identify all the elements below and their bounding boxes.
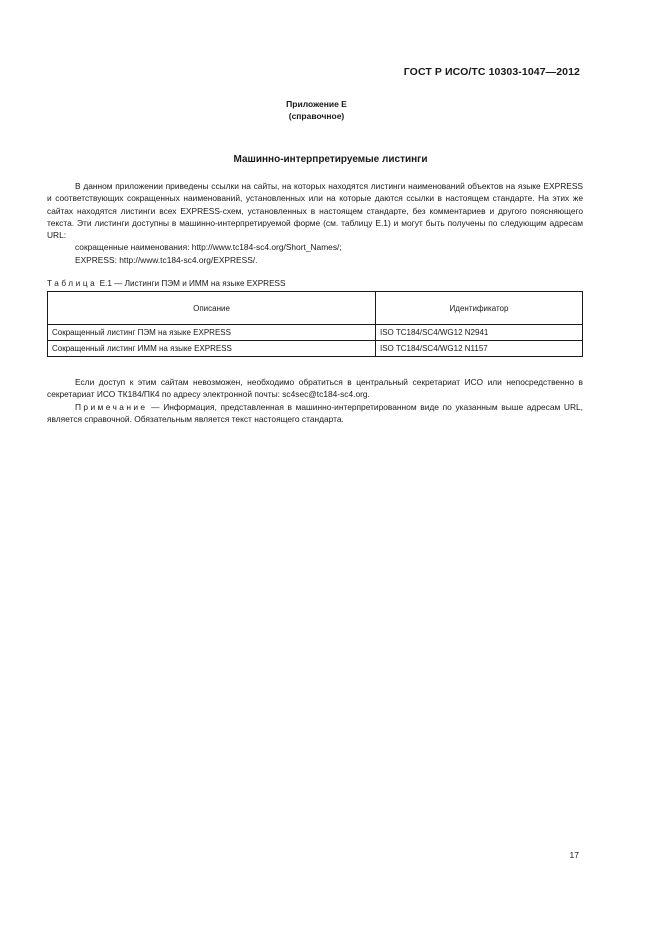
- section-title: Машинно-интерпретируемые листинги: [233, 154, 428, 165]
- header-description: Описание: [48, 292, 376, 325]
- table-row: [48, 325, 583, 341]
- access-block: [47, 376, 583, 425]
- listing-table: [47, 291, 583, 357]
- note-paragraph: [47, 401, 583, 426]
- note-label: Примечание: [75, 401, 148, 412]
- table-row: [48, 341, 583, 357]
- header-identifier: Идентификатор: [376, 292, 583, 325]
- note-text: — Информация, представленная в машинно-интерпретированном виде по указанным выше адресам URL, является справочной. Обязательным является текст настоящего стандарта.: [47, 401, 583, 424]
- page-number: 17: [569, 850, 579, 860]
- row-identifier: ISO TC184/SC4/WG12 N2941: [376, 325, 583, 341]
- table-caption: [47, 279, 285, 288]
- table-header-row: [48, 292, 583, 325]
- row-identifier: ISO TC184/SC4/WG12 N1157: [376, 341, 583, 357]
- standard-code-header: ГОСТ Р ИСО/ТС 10303-1047—2012: [403, 66, 580, 78]
- annex-kind: (справочное): [288, 111, 345, 121]
- row-description: Сокращенный листинг ИММ на языке EXPRESS: [48, 341, 376, 357]
- url-express: EXPRESS: http://www.tc184-sc4.org/EXPRESS/.: [75, 254, 258, 265]
- table-caption-label: Таблица: [47, 279, 98, 288]
- row-description: Сокращенный листинг ПЭМ на языке EXPRESS: [48, 325, 376, 341]
- access-paragraph: Если доступ к этим сайтам невозможен, необходимо обратиться в центральный секретариат ИСО или непосредственно в секретариат ИСО ТК184/ПК4 по адресу электронной почты: sc4sec@tc184-sc4.org.: [47, 377, 583, 400]
- intro-paragraph: В данном приложении приведены ссылки на сайты, на которых находятся листинги наименований объектов на языке EXPRESS и соответствующих сокращенных наименований, установленных или на которые даются ссылки в настоящем стандарте. На этих же сайтах находятся листинги всех EXPRESS-схем, установленных в настоящем стандарте, без комментариев и другого поясняющего текста. Эти листинги доступны в машинно-интерпретируемой форме (см. таблицу Е.1) и могут быть получены по следующим адресам URL:: [47, 181, 583, 241]
- intro-block: [47, 180, 583, 266]
- table-caption-text: Е.1 — Листинги ПЭМ и ИММ на языке EXPRESS: [99, 279, 286, 288]
- annex-title: Приложение Е: [286, 99, 347, 109]
- annex-heading: [0, 98, 661, 122]
- url-short-names: сокращенные наименования: http://www.tc184-sc4.org/Short_Names/;: [75, 242, 342, 253]
